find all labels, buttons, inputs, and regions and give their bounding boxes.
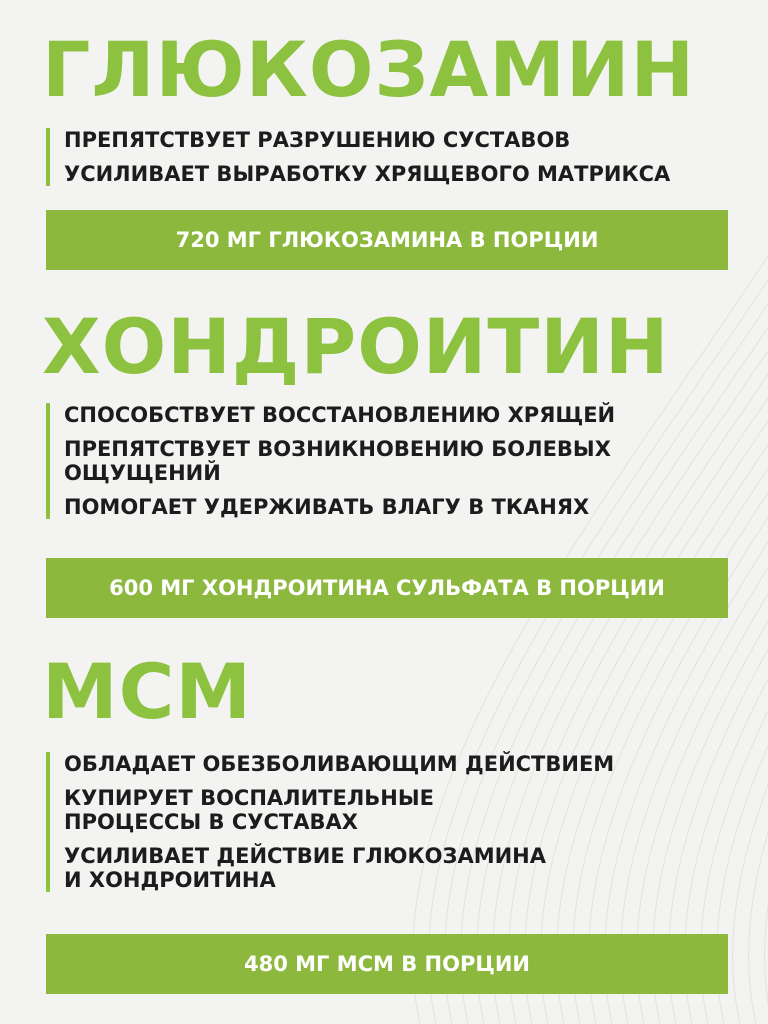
dose-text: 480 МГ МСМ В ПОРЦИИ [243, 952, 531, 976]
bullet-list [46, 403, 654, 519]
bullet-item: УСИЛИВАЕТ ДЕЙСТВИЕ ГЛЮКОЗАМИНА И ХОНДРОИТИНА [64, 844, 546, 892]
dose-bar [46, 934, 728, 994]
background-line [765, 140, 768, 1024]
bullet-list [46, 128, 670, 186]
bullet-item: ПОМОГАЕТ УДЕРЖИВАТЬ ВЛАГУ В ТКАНЯХ [64, 495, 590, 519]
background-line [733, 140, 768, 1024]
bullet-list [46, 752, 614, 892]
bullet-item: СПОСОБСТВУЕТ ВОССТАНОВЛЕНИЮ ХРЯЩЕЙ [64, 403, 616, 427]
dose-text: 600 МГ ХОНДРОИТИНА СУЛЬФАТА В ПОРЦИИ [109, 576, 665, 600]
dose-text: 720 МГ ГЛЮКОЗАМИНА В ПОРЦИИ [175, 228, 599, 252]
background-line [749, 140, 768, 1024]
bullet-item: УСИЛИВАЕТ ВЫРАБОТКУ ХРЯЩЕВОГО МАТРИКСА [64, 162, 671, 186]
section-title: ГЛЮКОЗАМИН [42, 25, 696, 114]
section-title: ХОНДРОИТИН [42, 302, 670, 391]
section-title: МСМ [42, 647, 253, 736]
dose-bar [46, 558, 728, 618]
dose-bar [46, 210, 728, 270]
bullet-item: ОБЛАДАЕТ ОБЕЗБОЛИВАЮЩИМ ДЕЙСТВИЕМ [64, 752, 615, 776]
bullet-item: ПРЕПЯТСТВУЕТ ВОЗНИКНОВЕНИЮ БОЛЕВЫХ ОЩУЩЕНИЙ [64, 437, 611, 485]
bullet-item: КУПИРУЕТ ВОСПАЛИТЕЛЬНЫЕ ПРОЦЕССЫ В СУСТАВАХ [64, 786, 434, 834]
bullet-item: ПРЕПЯТСТВУЕТ РАЗРУШЕНИЮ СУСТАВОВ [64, 128, 571, 152]
